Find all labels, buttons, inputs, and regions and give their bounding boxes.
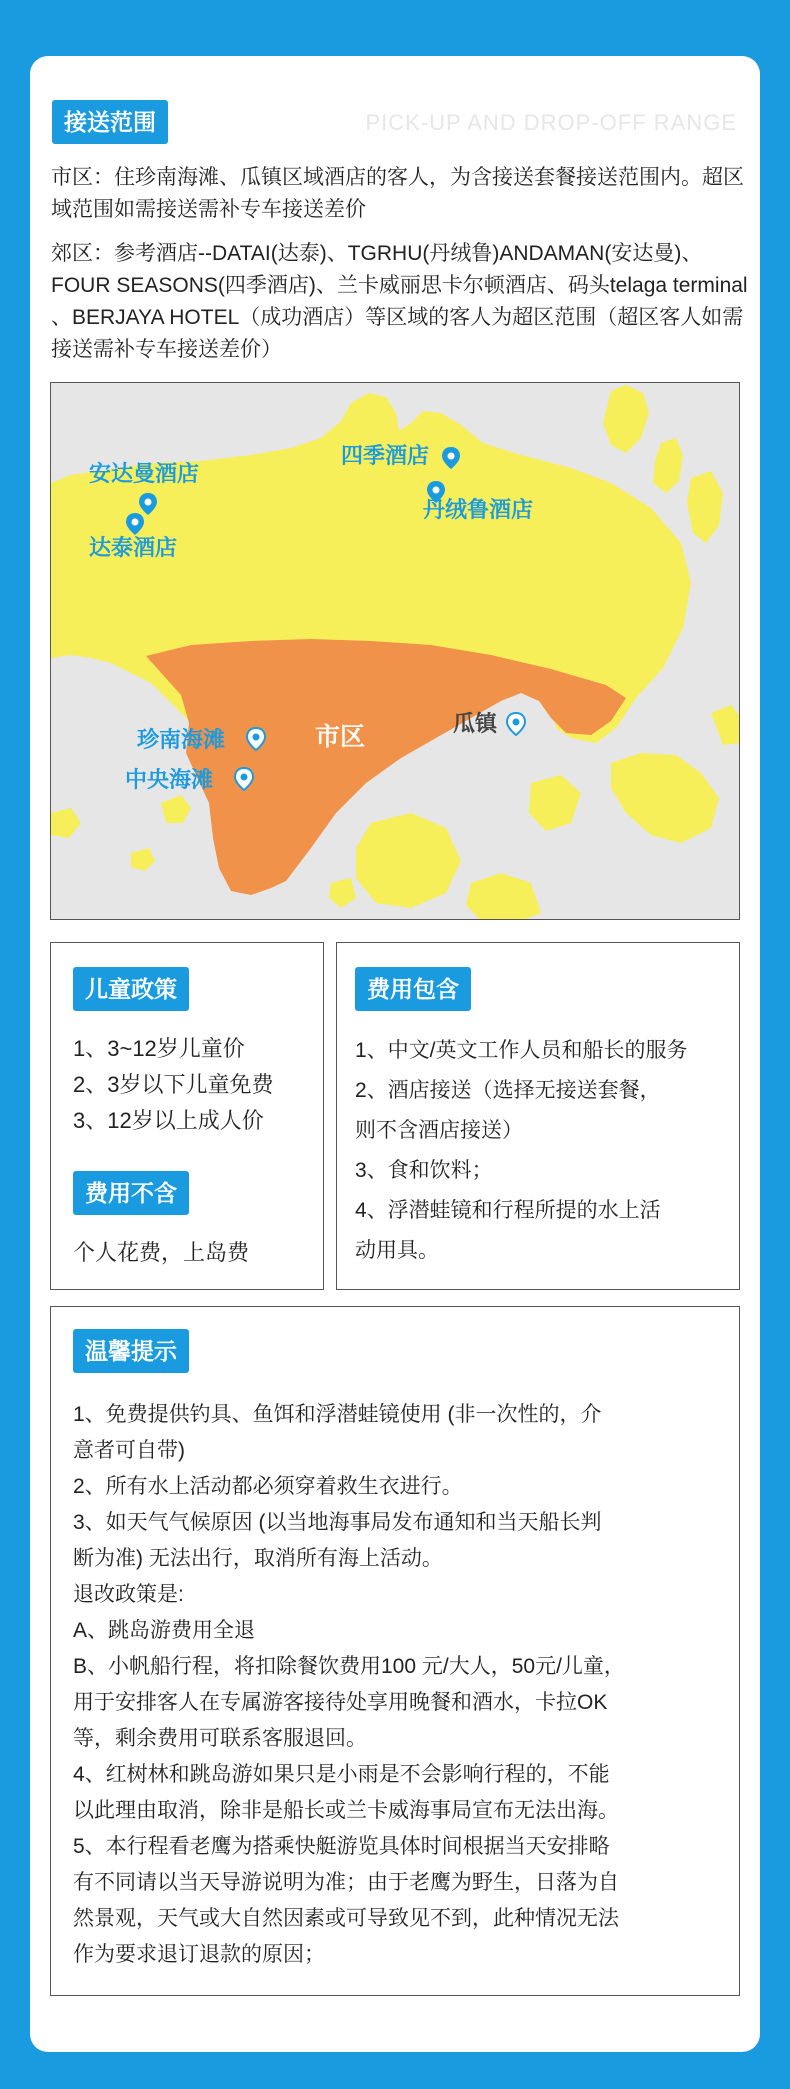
children-list — [73, 1031, 273, 1139]
label-kuah: 瓜镇 — [453, 711, 498, 736]
list-item: 3、食和饮料； — [355, 1159, 493, 1182]
suburb-range-text: 郊区：参考酒店--DATAI(达泰)、TGRHU(丹绒鲁)ANDAMAN(安达曼)、FOUR SEASONS(四季酒店)、兰卡威丽思卡尔顿酒店、码头telaga terminal 、BERJAYA HOTEL（成功酒店）等区域的客人为超区范围（超区客人如需接送需补专车接送差价） — [51, 242, 748, 361]
label-cenang: 珍南海滩 — [137, 727, 226, 752]
tip-line: A、跳岛游费用全退 — [73, 1619, 256, 1642]
city-range-text: 市区：住珍南海滩、瓜镇区域酒店的客人，为含接送套餐接送范围内。超区域范围如需接送需补专车接送差价 — [51, 166, 744, 221]
list-item: 1、中文/英文工作人员和船长的服务 — [355, 1039, 688, 1062]
tip-line: 2、所有水上活动都必须穿着救生衣进行。 — [73, 1475, 463, 1498]
list-item: 则不含酒店接送） — [355, 1119, 523, 1142]
label-andaman: 安达曼酒店 — [89, 461, 200, 486]
tip-line: 然景观，天气或大自然因素或可导致见不到，此种情况无法 — [73, 1907, 619, 1930]
children-tag: 儿童政策 — [73, 967, 189, 1011]
tip-line: B、小帆船行程，将扣除餐饮费用100 元/大人，50元/儿童， — [73, 1655, 625, 1678]
tips-box — [50, 1306, 740, 1996]
range-map — [50, 382, 740, 920]
tip-line: 以此理由取消，除非是船长或兰卡威海事局宣布无法出海。 — [73, 1799, 619, 1822]
tip-line: 等，剩余费用可联系客服退回。 — [73, 1727, 367, 1750]
tips-list — [73, 1397, 625, 1973]
included-box — [336, 942, 740, 1290]
label-datai: 达泰酒店 — [89, 535, 178, 560]
label-four-seasons: 四季酒店 — [341, 443, 430, 468]
tip-line: 5、本行程看老鹰为搭乘快艇游览具体时间根据当天安排略 — [73, 1835, 610, 1858]
list-item: 1、3~12岁儿童价 — [73, 1036, 245, 1061]
list-item: 动用具。 — [355, 1239, 439, 1262]
label-tanjung-rhu: 丹绒鲁酒店 — [423, 497, 534, 522]
tips-tag: 温馨提示 — [73, 1329, 189, 1373]
tip-line: 作为要求退订退款的原因； — [73, 1943, 325, 1966]
tip-line: 断为准) 无法出行，取消所有海上活动。 — [73, 1547, 443, 1570]
list-item: 3、12岁以上成人价 — [73, 1108, 264, 1133]
label-tengah: 中央海滩 — [125, 767, 214, 792]
included-tag: 费用包含 — [355, 967, 471, 1011]
children-policy-box — [50, 942, 324, 1290]
tip-line: 用于安排客人在专属游客接待处享用晚餐和酒水，卡拉OK — [73, 1691, 608, 1714]
tip-line: 退改政策是: — [73, 1583, 184, 1606]
list-item: 2、3岁以下儿童免费 — [73, 1072, 274, 1097]
tip-line: 3、如天气气候原因 (以当地海事局发布通知和当天船长判 — [73, 1511, 602, 1534]
list-item: 4、浮潜蛙镜和行程所提的水上活 — [355, 1199, 661, 1222]
tip-line: 1、免费提供钓具、鱼饵和浮潜蛙镜使用 (非一次性的，介 — [73, 1403, 602, 1426]
tip-line: 有不同请以当天导游说明为准；由于老鹰为野生，日落为自 — [73, 1871, 619, 1894]
range-tag: 接送范围 — [52, 100, 168, 144]
content-card — [30, 56, 760, 2052]
included-list — [355, 1031, 688, 1271]
label-city: 市区 — [315, 723, 366, 751]
tip-line: 4、红树林和跳岛游如果只是小雨是不会影响行程的，不能 — [73, 1763, 610, 1786]
tip-line: 意者可自带) — [73, 1439, 185, 1462]
excluded-tag: 费用不含 — [73, 1171, 189, 1215]
list-item: 2、酒店接送（选择无接送套餐， — [355, 1079, 661, 1102]
excluded-text: 个人花费，上岛费 — [73, 1240, 250, 1265]
range-watermark: PICK-UP AND DROP-OFF RANGE — [365, 110, 737, 135]
